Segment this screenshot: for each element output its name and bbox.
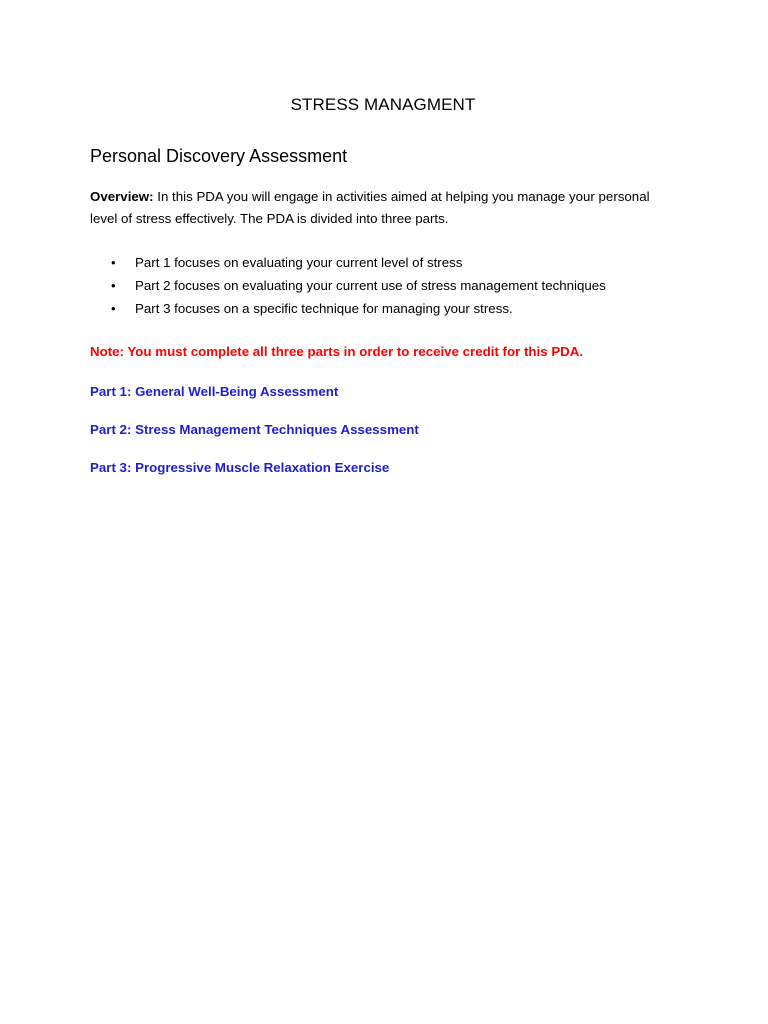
list-item <box>90 252 690 275</box>
list-item <box>90 298 690 321</box>
overview-label: Overview: <box>90 189 154 204</box>
overview-text-line-2: level of stress effectively. The PDA is divided into three parts. <box>90 210 449 226</box>
part-1-link[interactable]: Part 1: General Well-Being Assessment <box>90 384 339 399</box>
list-item-text: Part 2 focuses on evaluating your current use of stress management techniques <box>135 278 606 293</box>
overview-paragraph <box>90 186 690 229</box>
part-2-link[interactable]: Part 2: Stress Management Techniques Assessment <box>90 422 419 437</box>
list-item <box>90 275 690 298</box>
parts-bullet-list <box>90 252 690 321</box>
list-item-text: Part 3 focuses on a specific technique for managing your stress. <box>135 301 513 316</box>
document-title: STRESS MANAGMENT <box>290 95 476 114</box>
bullet-icon: • <box>111 278 116 293</box>
part-3-link[interactable]: Part 3: Progressive Muscle Relaxation Exercise <box>90 460 390 475</box>
section-heading: Personal Discovery Assessment <box>90 146 348 166</box>
bullet-icon: • <box>111 301 116 316</box>
list-item-text: Part 1 focuses on evaluating your current level of stress <box>135 255 463 270</box>
bullet-icon: • <box>111 255 116 270</box>
credit-note: Note: You must complete all three parts in order to receive credit for this PDA. <box>90 344 584 359</box>
overview-text-line-1: In this PDA you will engage in activities aimed at helping you manage your personal <box>153 189 650 204</box>
